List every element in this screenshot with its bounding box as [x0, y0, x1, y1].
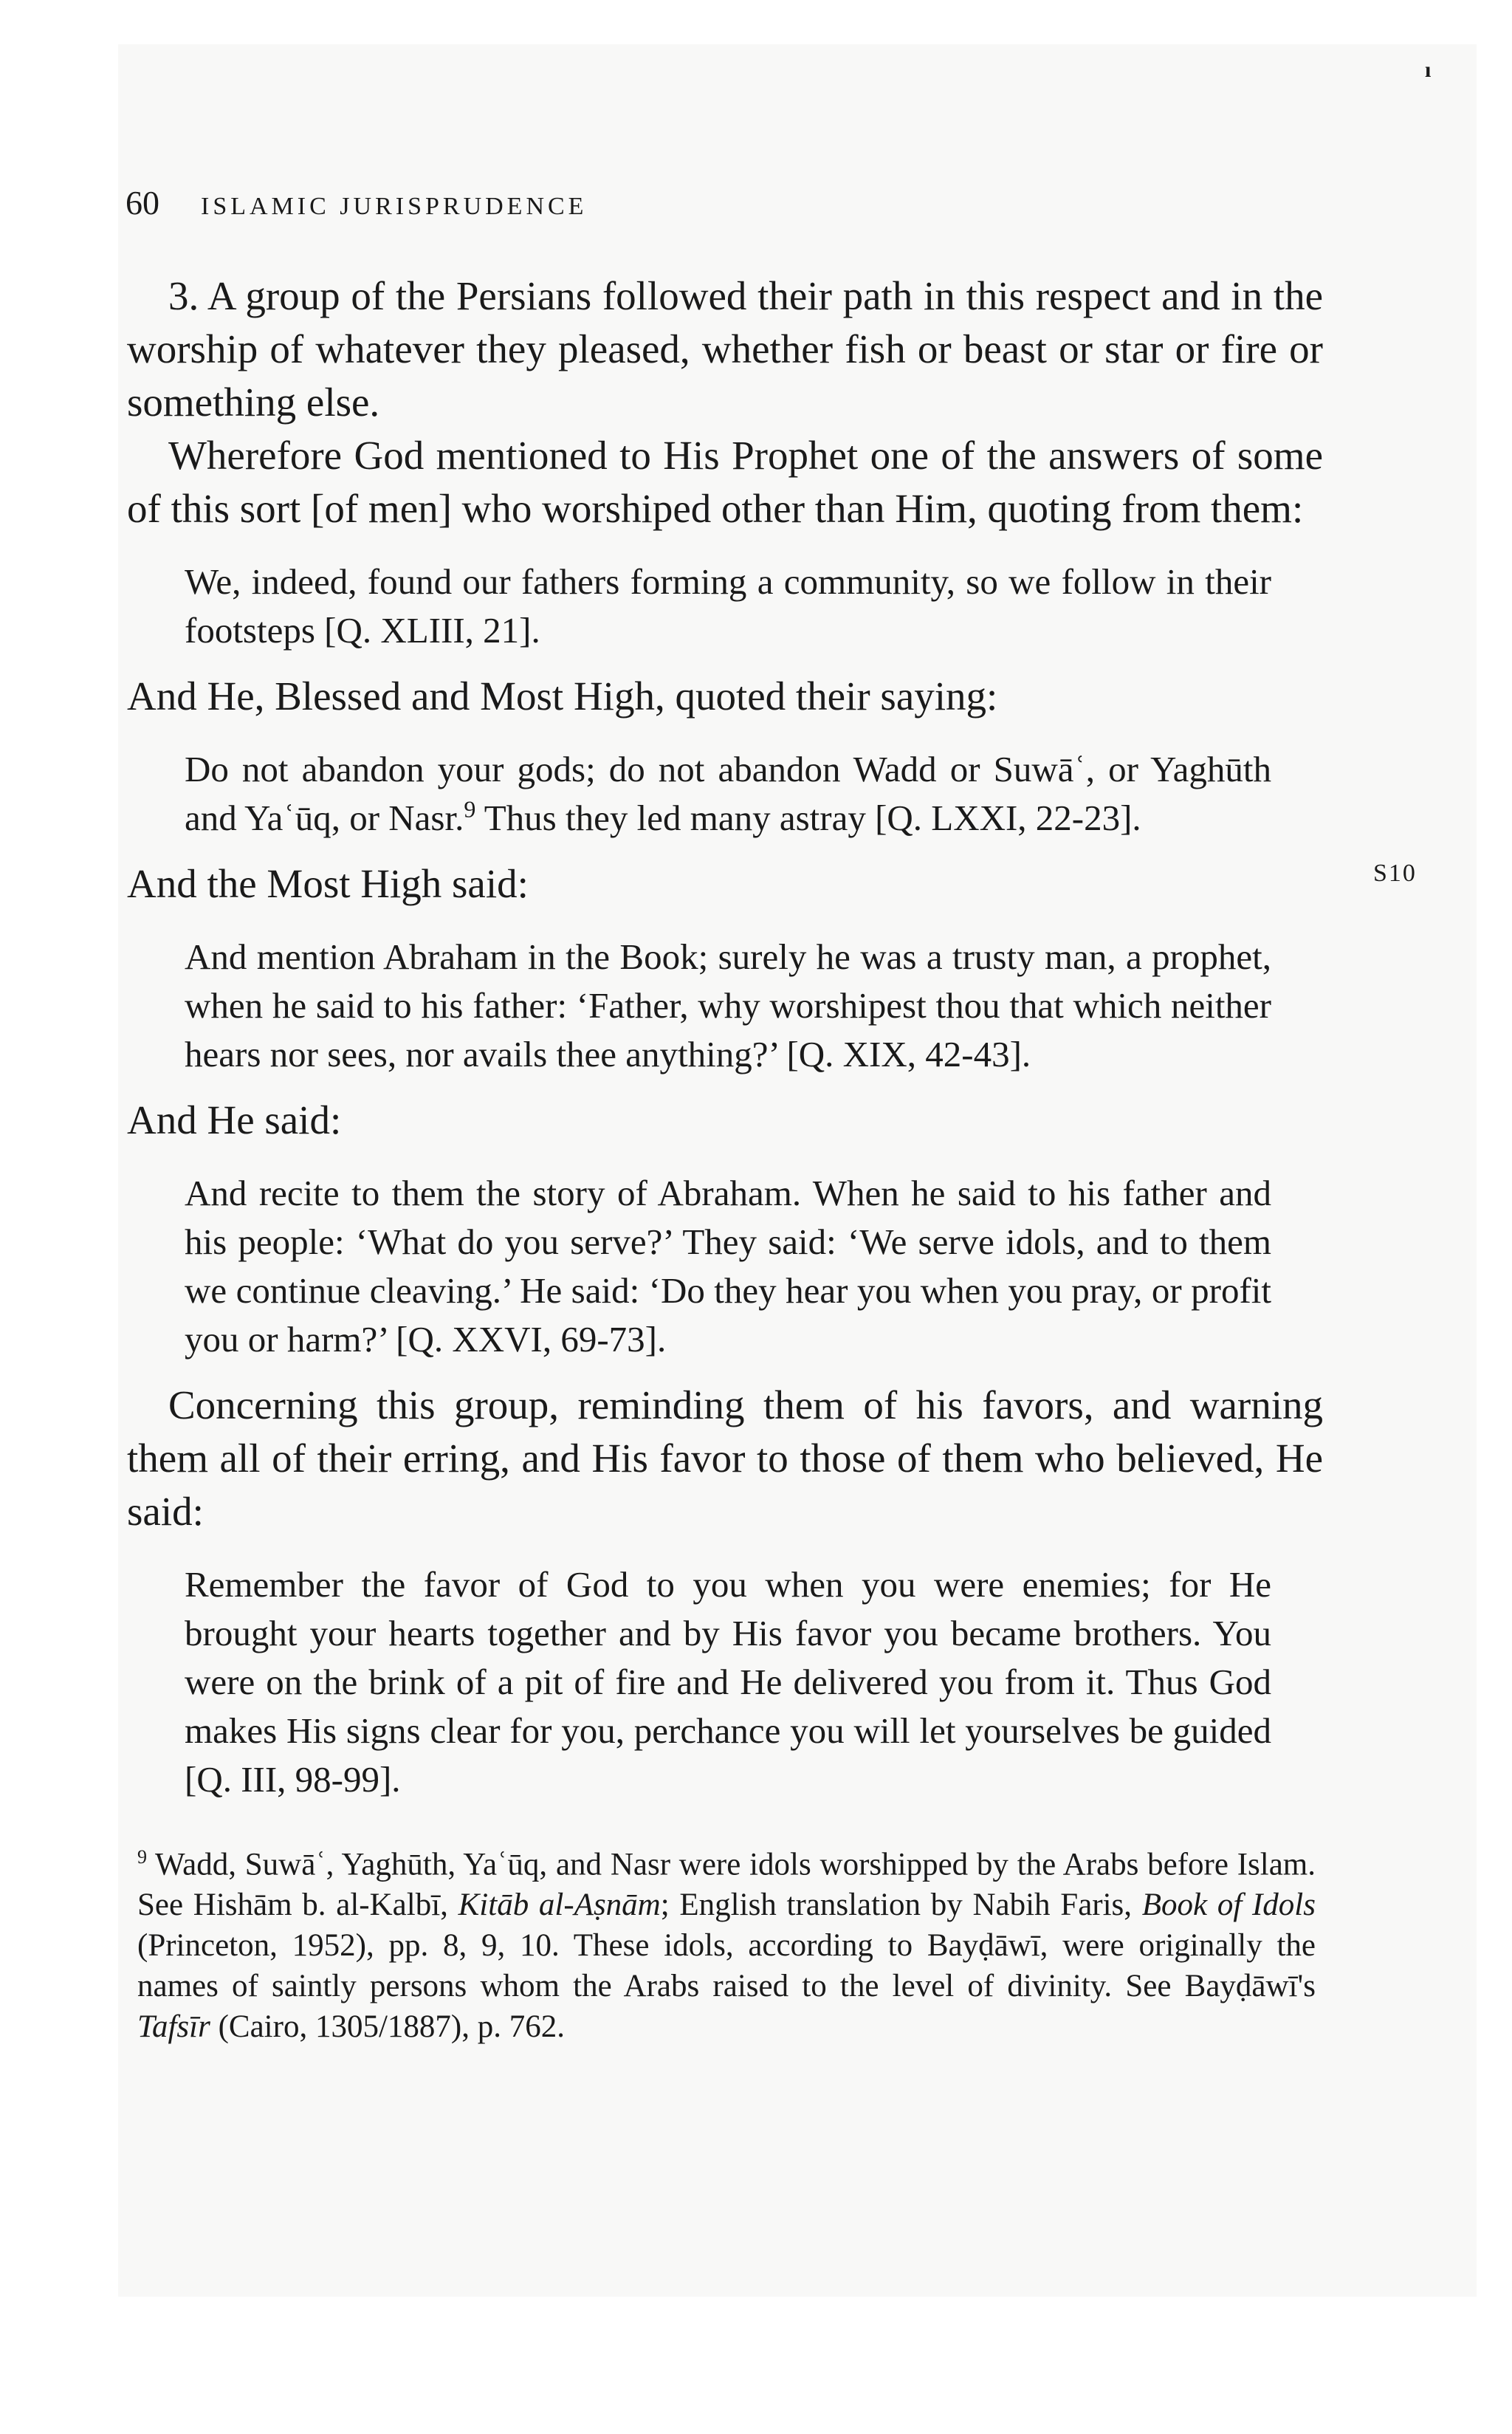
- quotation-4: And recite to them the story of Abraham. When he said to his father and his people: ‘What do you serve?’ They said: ‘We serve idols, and to them we continue cleaving.’ He said: ‘Do they hear you when you pray, or profit you or harm?’ [Q. XXVI, 69-73].: [185, 1173, 1271, 1360]
- footnote: [137, 1837, 1316, 2047]
- footnote-title-1: Kitāb al-Aṣnām: [458, 1888, 661, 1923]
- paragraph-3: And He, Blessed and Most High, quoted their saying:: [127, 673, 998, 719]
- footnote-text-1: Wadd, Suwāʿ, Yaghūth, Yaʿūq, and Nasr were idols worshipped by the Arabs before Islam. See Hishām b. al-Kalbī,: [137, 1847, 1316, 1923]
- quotation-5: Remember the favor of God to you when you were enemies; for He brought your hearts together and by His favor you became brothers. You were on the brink of a pit of fire and He delivered you from it. Thus God makes His signs clear for you, perchance you will let yourselves be guided [Q. III, 98-99].: [185, 1564, 1271, 1800]
- paragraph-1: 3. A group of the Persians followed their path in this respect and in the worship of whatever they pleased, whether fish or beast or star or fire or something else.: [127, 273, 1323, 425]
- corner-mark: ı: [1425, 58, 1432, 82]
- quotation-2-start: Do not abandon your gods; do not abandon Wadd or Suwāʿ, or Yaghūth and Yaʿūq, or Nasr.: [185, 749, 1271, 838]
- footnote-title-2: Book of Idols: [1141, 1888, 1316, 1923]
- paragraph-6: Concerning this group, reminding them of his favors, and warning them all of their erring, and His favor to those of them who believed, He said:: [127, 1382, 1323, 1534]
- running-title: ISLAMIC JURISPRUDENCE: [201, 193, 588, 220]
- paragraph-2: Wherefore God mentioned to His Prophet one of the answers of some of this sort [of men] who worshiped other than Him, quoting from them:: [127, 433, 1323, 531]
- footnote-title-3: Tafsīr: [137, 2009, 210, 2045]
- footnote-marker: 9: [137, 1846, 147, 1868]
- main-text: [127, 270, 1323, 2047]
- margin-note: S10: [1373, 860, 1417, 887]
- quotation-3: And mention Abraham in the Book; surely he was a trusty man, a prophet, when he said to his father: ‘Father, why worshipest thou that which neither hears nor sees, nor avails thee anything?’ [Q. XIX, 42-43].: [185, 936, 1271, 1074]
- running-head: [126, 183, 587, 222]
- footnote-text-4: (Cairo, 1305/1887), p. 762.: [210, 2009, 565, 2045]
- footnote-reference: 9: [464, 795, 476, 823]
- quotation-1: We, indeed, found our fathers forming a community, so we follow in their footsteps [Q. XLIII, 21].: [185, 561, 1271, 651]
- quotation-2: [185, 745, 1271, 843]
- page-number: 60: [126, 184, 159, 222]
- paragraph-5: And He said:: [127, 1097, 342, 1142]
- footnote-text-3: (Princeton, 1952), pp. 8, 9, 10. These idols, according to Bayḍāwī, were originally the names of saintly persons whom the Arabs raised to the level of divinity. See Bayḍāwī's: [137, 1928, 1316, 2004]
- paragraph-4: And the Most High said:: [127, 861, 529, 906]
- footnote-text-2: ; English translation by Nabih Faris,: [660, 1888, 1142, 1923]
- quotation-2-end: Thus they led many astray [Q. LXXI, 22-23].: [475, 798, 1141, 838]
